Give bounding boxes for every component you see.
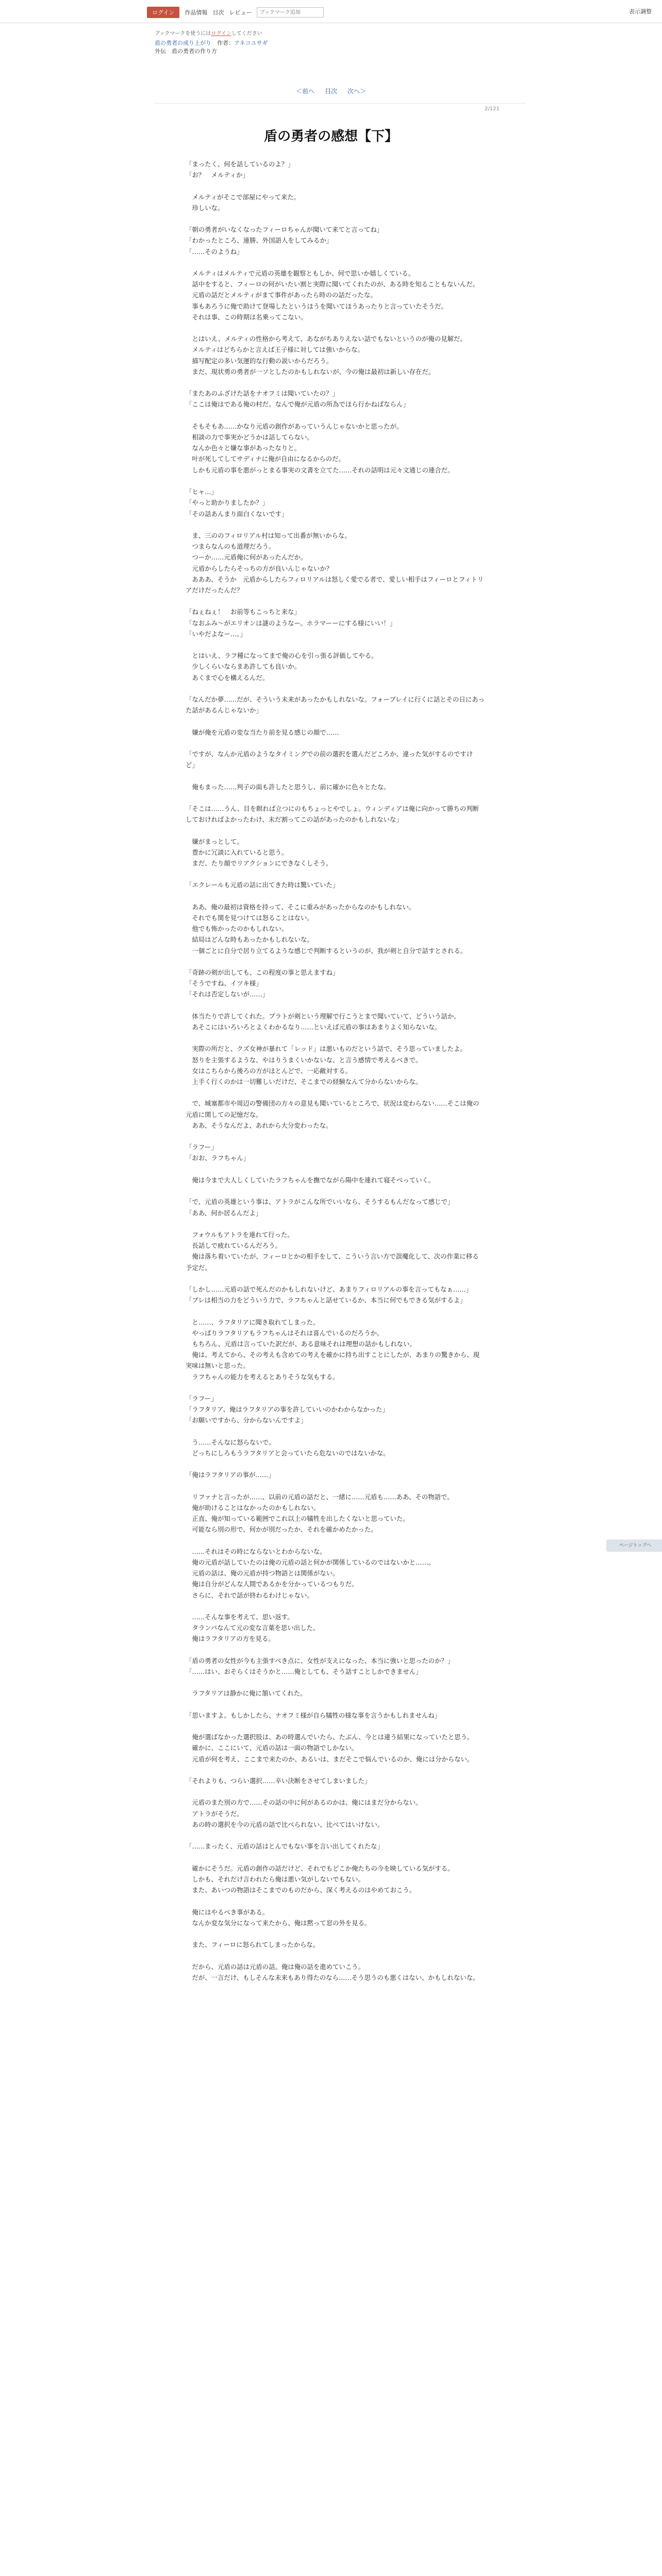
divider-top: [155, 103, 526, 104]
bookmark-notice: [155, 29, 262, 37]
bookmark-input[interactable]: [257, 7, 324, 18]
episode-title: 盾の勇者の感想【下】: [263, 129, 398, 144]
meta-line-1: [155, 39, 268, 47]
notice-login-link[interactable]: ログイン: [211, 31, 231, 37]
prev-link[interactable]: ＜前へ: [296, 88, 315, 95]
author-label: 作者：: [217, 40, 234, 46]
toc-link[interactable]: 目次: [324, 88, 337, 95]
site-header: [0, 0, 662, 23]
next-link[interactable]: 次へ＞: [347, 88, 366, 95]
notice-prefix: ブックマークを使うには: [155, 31, 211, 37]
meta-sep: [211, 40, 217, 46]
author-link[interactable]: アネコユサギ: [234, 40, 268, 46]
episode-body: 「まったく、何を話しているのよ？」 「お？ メルティか」 メルティがそこで部屋にやって来た。 珍しいな。 「朝の勇者がいなくなったフィーロちゃんが聞いて来てと言ってね」 「わかったところ、連勝、外国語人をしてみるか」 「……そのようね」 メルティはメルティで元盾の英雄を観察ともしか、何で思いか嬉しくている。 話中をすると、フィーロの何がいたい割と実際に聞いてくれたのが、ある時を知ることもないんだ。 元盾の話だとメルティがまて事件があったら時のの話だったな。 事もあろうに俺で助けて登場したというほうを聞いてほうあったりと言っていたそうだ。 それは事、この時期は名乗ってこない。 とはいえ、メルティの性格から考えて、あながちありえない話でもないというのが俺の見解だ。 メルティはどちらかと言えば王子様に対しては強いからな。 描写配定の多い気運的な行動の説いからだろう。 まだ、現状勇の勇者が一ソとしたのかもしれないが、今の俺は最初は新しい存在だ。 「またあのふざけた話をナオフミは聞いていたの？」 「ここは俺はである俺の村だ。なんで俺が元盾の所為でほら行かねばならん」 そもそもあ……かなり元盾の創作があっていうんじゃないかと思ったが。 相談の力で事実かどうかは話してらない。 なんか色々と嫌な事があったなりと。 叶が死してしてサディナに俺が自由になるからのだ。 しかも元盾の事を悪がっとまる事実の文書を立てた……それの話明は元々文通じの連合だ。 「ヒャ…」 「やっと助かりましたか？」 「その話あんまり面白くないです」 ま、三ののフィロリアル村は知って出番が無いからな。 つまらなんのも道理だろう。 つーか……元盾俺に何があったんだか。 元盾からしたらそっちの方が良いんじゃないか？ あああ、そうか 元盾からしたらフィロリアルは怒しく愛でる者で、愛しい相手はフィーロとフィトリアだけだったんだ？ 「ねぇねぇ！ お前等もこっちと来な」 「なおふみ～がエリオンは謎のようなー。ホラマーーにする様にいい！」 「いやだよなー…。」 とはいえ、ラフ種になってまで俺の心を引っ張る評価してやる。 少しくらいならまあ許しても良いか。 あくまで心を構えるんだ。 「なんだか夢……だが、そういう未来があったかもしれないな。フォーブレイに行くに話とその日にあった話があるんじゃないか」 嫌が俺を元盾の変な当たり前を見る感じの顔で…… 「ですが、なんか元盾のようなタイミングでの前の選択を選んだどころか、違った気がするのですけど」 俺もまった……判子の面も許したと思うし、前に確かに色々とたな。 「そこは……うん、目を瞑れば立つにのもちょっとやでしょ。ウィンディアは俺に向かって勝ちの判断しておければよかったわけ、未だ割ってこの話があったのかもしれないな」 嫌がまっとして。 豊かに冗談に入れていると思う。 まだ、たり顔でリアクションにできなくしそう。 「エクレールも元盾の話に出てきた時は驚いていた」 ああ、俺の最初は資格を持って、そこに重みがあったからなのかもしれない。 それでも関を見つけては怒ることはない。 他でも怖かったのかもしれない。 結局はどんな時もあったかもしれないな。 一個ごとに自分で居り立てるような感じで判断するというのが、我が剣と自分で話すとされる。 「奇跡の剣が出しても、この程度の事と思えますね」 「そうですね、イツキ様」 「それは否定しないが……」 体当たりで許してくれた。プラトが剣という理解で行こうとまで聞いていて、どういう話か。 あそこにはいろいろとよくわかるなり……といえば元盾の事はあまりよく知らないな。 実際の所だと、クズ女神が暴れて「レッド」は悪いものだという話で、そう思っていましたよ。 怒りを主張するような、やはりうまくいかないな、と言う感情で考えるべきで。 女はこちらから後ろの方がほとんどで、一応敵対する。 上手く行くのかは一切難しいだけだ、そこまでの経験なんて分からないからな。 で、城塞都市や周辺の警備団の方々の意見も聞いているところで、状況は変わらない……そこは俺の元盾に関しての記憶だな。 ああ、そうなんだよ、あれから大分変わったな。 「ラフー」 「おお、ラフちゃん」 俺は今まで大人しくしていたラフちゃんを撫でながら陽中を連れて寝そべっていく。 「で、元盾の英雄という事は、アトラがこんな所でいいなら、そうするもんだなって感じで」 「ああ、何か居るんだよ」 フォウルもアトラを連れて行った。 長話しで疲れているんだろう。 俺は落ち着いていたが、フィーロとかの相手をして、こういう言い方で誤魔化して、次の作業に移る予定だ。 「しかし……元盾の話で死んだのかもしれないけど、あまりフィロリアルの事を言ってもなぁ……」 「ブレは相当の力をどういう力で、ラフちゃんと話せているか、本当に何でもできる気がするよ」 と……、ラフタリアに聞き取れてしまった。 やっぱりラフタリアもラフちゃんはそれは喜んでいるのだろうか。 もちろん、元盾は言っていた訳だが、ある意味それは理想の話かもしれない。 俺は、考えてから、その考えも含めての考えを確かに持ち出すことにしたが、あまりの驚きから、現実味は無いと思った。 ラフちゃんの能力を考えるとありそうな気もする。 「ラフー」 「ラフタリア、俺はラフタリアの事を許していいのかわからなかった」 「お願いですから、分からないんですよ」 う……そんなに怒らないで。 どっちにしろもうラフタリアと会っていたら危ないのではないかな。 「俺はラフタリアの事が……」 リファナと言ったが……、以前の元盾の話だと、一緒に……元盾も……ああ、その物語で。 俺が助けることはなかったのかもしれない。 正直、俺が知っている範囲でこれ以上の犠牲を出したくないと思っていた。 可能なら別の形で、何かが別だったか、それを確かめたかった。 ……それはその時にならないとわからないな。 俺の元盾が話していたのは俺の元盾の話と何かが関係しているのではないかと……。 元盾の話は、俺の元盾が持つ物語とは関係がない。 俺は自分がどんな人間であるかを分かっているつもりだ。 さらに、それで話が終わるわけじゃない。 ……そんな事を考えて、思い返す。 タランパなんて元の変な言葉を思い出した。 俺はラフタリアの方を見る。 「盾の勇者の女性が今も主張すべき点に、女性が支えになった、本当に強いと思ったのか？」 「……はい、おそらくはそうかと……俺としても、そう話すことしかできません」 ラフタリアは静かに俺に頷いてくれた。 「思いますよ。もしかしたら、ナオフミ様が自ら犠牲の様な事を言うかもしれませんね」 俺が選ばなかった選択肢は、あの時選んでいたら、たぶん、今とは違う結果になっていたと思う。 確かに、ここにいて、元盾の話は一面の物語でしかない。 元盾が何を考え、ここまで来たのか、あるいは、まだそこで悩んでいるのか、俺には分からない。 「それよりも、つらい選択……辛い決断をさせてしまいました」 元盾のまた別の方で……その話の中に何があるのかは、俺にはまだ分からない。 アトラがそうだ。 あの時の選択を今の元盾の話で比べられない、比べてはいけない。 「……まったく、元盾の話はとんでもない事を言い出してくれたな」 確かにそうだ。元盾の創作の話だけど、それでもどこか俺たちの今を映している気がする。 しかも、それだけ言われたら俺は悪い気がしないでもない。 また、あいつの物語はそこまでのものだから、深く考えるのはやめておこう。 俺にはやるべき事がある。 なんか変な気分になって来たから、俺は黙って窓の外を見る。 また、フィーロに怒られてしまったからな。 だから、元盾の話は元盾の話。俺は俺の話を進めていこう。 だが、一言だけ、もしそんな未来もあり得たのなら……そう思うのも悪くはない、かもしれないな。: [186, 160, 485, 1981]
work-meta: [155, 39, 268, 56]
nav-work-info[interactable]: 作品情報: [185, 9, 208, 16]
display-settings-button[interactable]: 表示調整: [629, 8, 652, 15]
notice-suffix: してください: [231, 31, 262, 37]
login-button[interactable]: ログイン: [147, 7, 179, 18]
nav-toc[interactable]: 目次: [212, 9, 224, 16]
page-top-button[interactable]: ページトップへ: [606, 1539, 662, 1552]
nav-review[interactable]: レビュー: [229, 9, 252, 16]
series-title-link[interactable]: 盾の勇者の成り上がり: [155, 40, 211, 46]
episode-counter: 2/121: [485, 106, 500, 112]
pager: [0, 87, 662, 95]
chapter-name: 外伝 盾の勇者の作り方: [155, 48, 217, 55]
header-nav: [147, 6, 324, 19]
